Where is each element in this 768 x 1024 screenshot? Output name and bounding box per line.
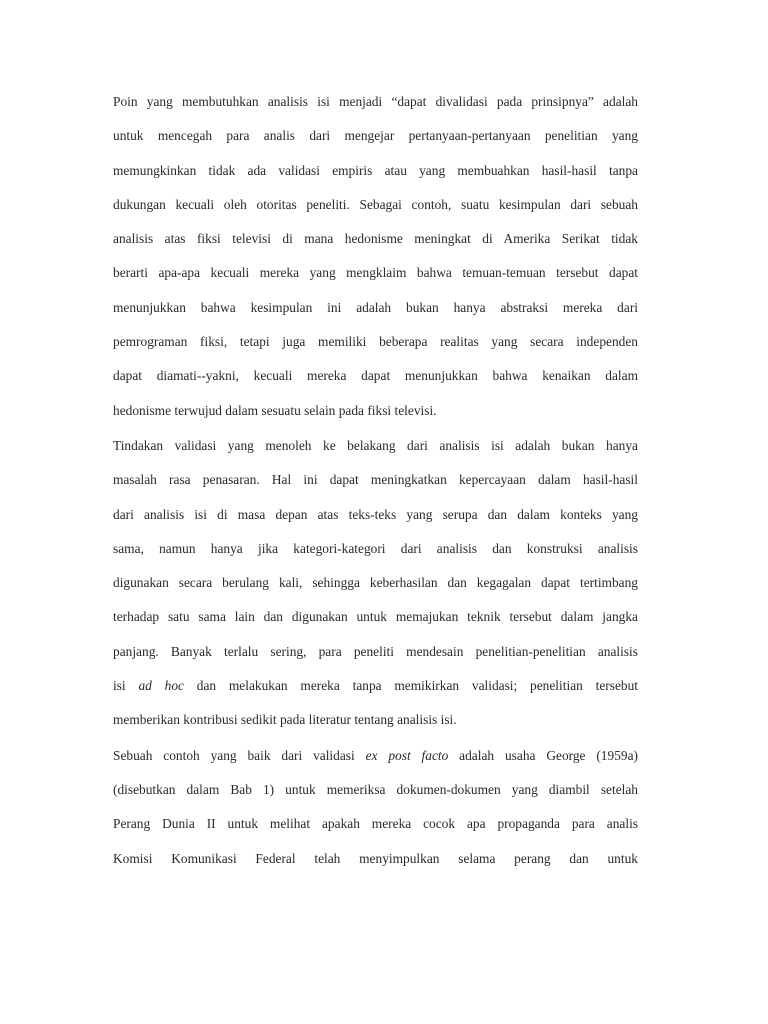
text-run: memungkinkan tidak ada validasi empiris atau yang membuahkan hasil-hasil tanpa	[113, 162, 638, 178]
text-run: sama, namun hanya jika kategori-kategori dari analisis dan konstruksi analisis	[113, 540, 638, 556]
text-line	[113, 222, 638, 256]
text-line	[113, 463, 638, 497]
text-run: dapat diamati--yakni, kecuali mereka dapat menunjukkan bahwa kenaikan dalam	[113, 368, 638, 384]
text-run: dukungan kecuali oleh otoritas peneliti. Sebagai contoh, suatu kesimpulan dari sebuah	[113, 196, 638, 212]
text-line	[113, 394, 638, 428]
text-line	[113, 669, 638, 703]
text-run: memberikan kontribusi sedikit pada literatur tentang analisis isi.	[113, 712, 457, 728]
text-line	[113, 256, 638, 290]
italic-term: ex post facto	[365, 747, 449, 763]
paragraph	[113, 429, 638, 738]
text-run: hedonisme terwujud dalam sesuatu selain pada fiksi televisi.	[113, 402, 437, 418]
text-line	[113, 635, 638, 669]
text-line	[113, 600, 638, 634]
text-line	[113, 842, 638, 876]
italic-term: ad hoc	[138, 678, 184, 694]
text-line	[113, 359, 638, 393]
text-run: Sebuah contoh yang baik dari validasi	[113, 747, 366, 763]
text-line	[113, 532, 638, 566]
text-run: terhadap satu sama lain dan digunakan untuk memajukan teknik tersebut dalam jangka	[113, 609, 638, 625]
paragraph	[113, 739, 638, 876]
text-run: Komisi Komunikasi Federal telah menyimpulkan selama perang dan untuk	[113, 850, 638, 866]
text-line	[113, 85, 638, 119]
text-line	[113, 703, 638, 737]
text-run: dari analisis isi di masa depan atas teks-teks yang serupa dan dalam konteks yang	[113, 506, 638, 522]
text-line	[113, 154, 638, 188]
text-run: Tindakan validasi yang menoleh ke belakang dari analisis isi adalah bukan hanya	[113, 437, 638, 453]
text-run: (disebutkan dalam Bab 1) untuk memeriksa dokumen-dokumen yang diambil setelah	[113, 781, 638, 797]
text-run: Poin yang membutuhkan analisis isi menjadi “dapat divalidasi pada prinsipnya” adalah	[113, 94, 638, 109]
text-run: berarti apa-apa kecuali mereka yang mengklaim bahwa temuan-temuan tersebut dapat	[113, 265, 638, 281]
text-run: menunjukkan bahwa kesimpulan ini adalah bukan hanya abstraksi mereka dari	[113, 299, 638, 315]
text-run: dan melakukan mereka tanpa memikirkan validasi; penelitian tersebut	[183, 678, 639, 694]
paragraph	[113, 85, 638, 428]
text-run: adalah usaha George (1959a)	[448, 747, 638, 763]
text-line	[113, 325, 638, 359]
text-line	[113, 498, 638, 532]
text-run: masalah rasa penasaran. Hal ini dapat meningkatkan kepercayaan dalam hasil-hasil	[113, 472, 638, 488]
text-line	[113, 739, 638, 773]
text-run: panjang. Banyak terlalu sering, para peneliti mendesain penelitian-penelitian analisis	[113, 643, 638, 659]
text-run: Perang Dunia II untuk melihat apakah mereka cocok apa propaganda para analis	[113, 816, 638, 832]
text-run: pemrograman fiksi, tetapi juga memiliki beberapa realitas yang secara independen	[113, 334, 638, 350]
text-line	[113, 773, 638, 807]
text-run: isi	[113, 678, 139, 694]
text-line	[113, 566, 638, 600]
text-run: analisis atas fiksi televisi di mana hedonisme meningkat di Amerika Serikat tidak	[113, 231, 638, 247]
text-line	[113, 291, 638, 325]
text-run: untuk mencegah para analis dari mengejar pertanyaan-pertanyaan penelitian yang	[113, 128, 638, 144]
text-line	[113, 188, 638, 222]
text-line	[113, 807, 638, 841]
text-line	[113, 119, 638, 153]
text-line	[113, 429, 638, 463]
document-text-body	[113, 85, 638, 877]
text-run: digunakan secara berulang kali, sehingga keberhasilan dan kegagalan dapat tertimbang	[113, 575, 638, 591]
